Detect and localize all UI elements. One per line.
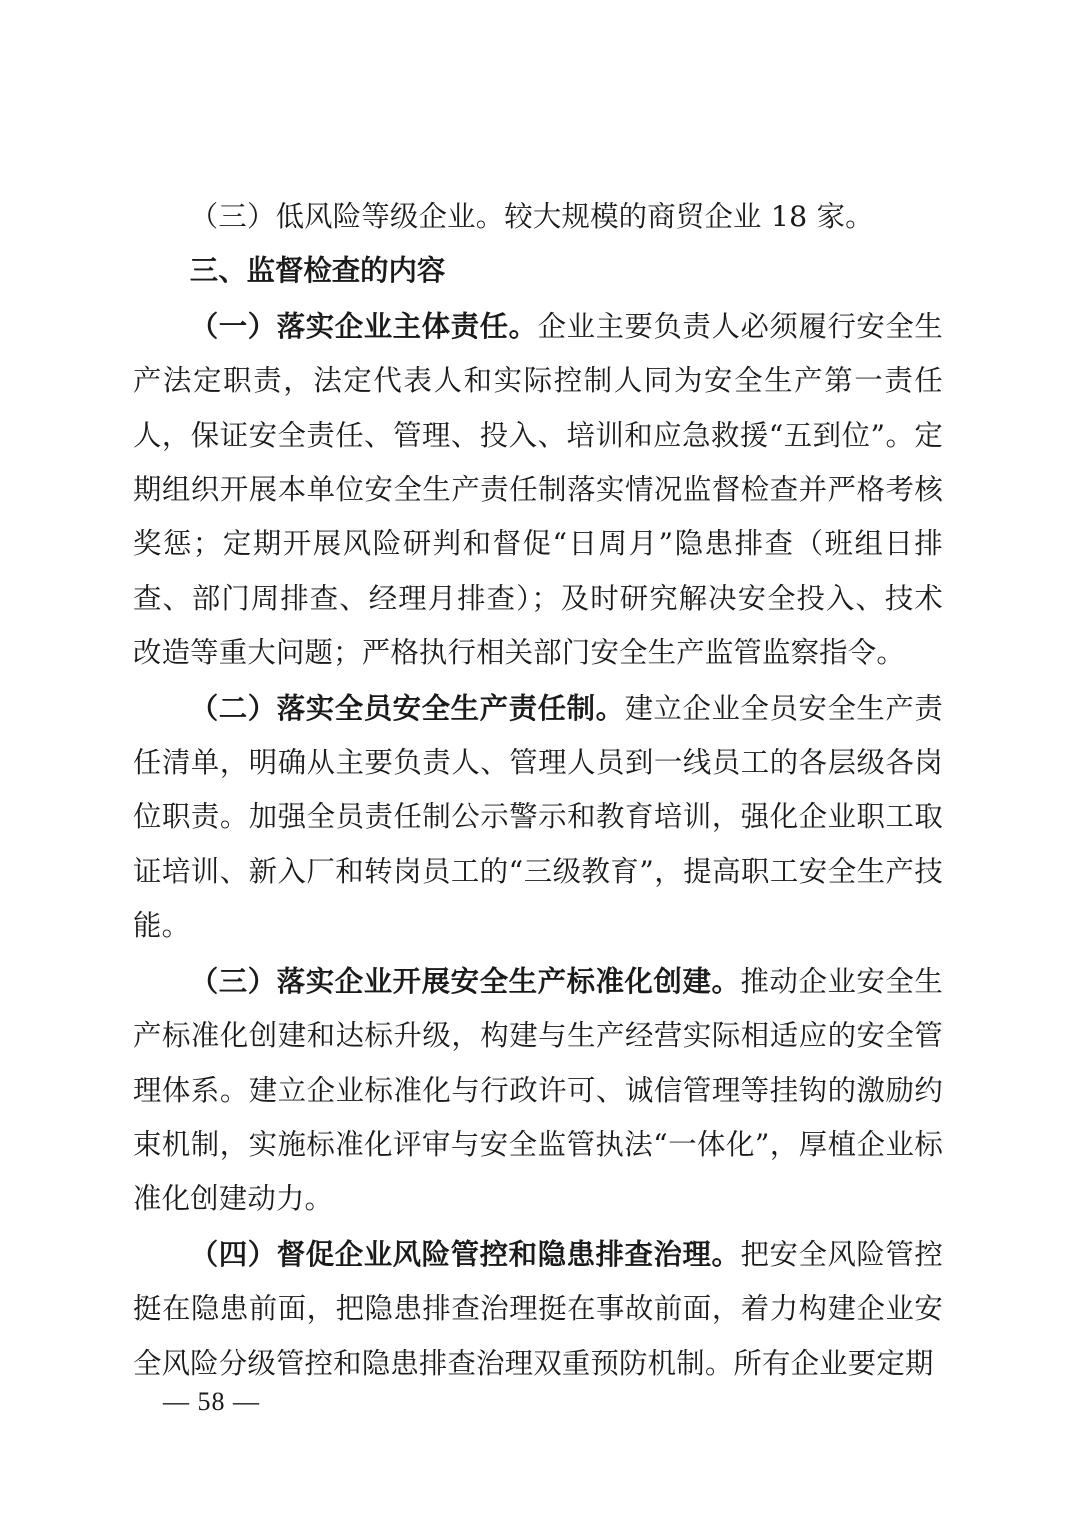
document-body: [133, 190, 943, 1391]
item-2-lead: （二）落实全员安全生产责任制。: [189, 690, 625, 725]
paragraph-item-2: [133, 681, 943, 954]
item-2-body: 建立企业全员安全生产责任清单，明确从主要负责人、管理人员到一线员工的各层级各岗位职责。加强全员责任制公示警示和教育培训，强化企业职工取证培训、新入厂和转岗员工的“三级教育”，提高职工安全生产技能。: [133, 691, 943, 943]
item-1-body: 企业主要负责人必须履行安全生产法定职责，法定代表人和实际控制人同为安全生产第一责任人，保证安全责任、管理、投入、培训和应急救援“五到位”。定期组织开展本单位安全生产责任制落实情况监督检查并严格考核奖惩；定期开展风险研判和督促“日周月”隐患排查（班组日排查、部门周排查、经理月排查）；及时研究解决安全投入、技术改造等重大问题；严格执行相关部门安全生产监管监察指令。: [133, 309, 943, 670]
section-heading-inspection-content: 三、监督检查的内容: [189, 254, 446, 288]
page-number: — 58 —: [163, 1387, 260, 1416]
item-4-lead: （四）督促企业风险管控和隐患排查治理。: [189, 1236, 741, 1271]
item-3-lead: （三）落实企业开展安全生产标准化创建。: [189, 963, 741, 998]
item-4-body: 把安全风险管控挺在隐患前面，把隐患排查治理挺在事故前面，着力构建企业安全风险分级管控和隐患排查治理双重预防机制。所有企业要定期: [133, 1237, 943, 1380]
paragraph-item-1: [133, 299, 943, 681]
paragraph-low-risk: （三）低风险等级企业。较大规模的商贸企业 18 家。: [189, 200, 874, 233]
paragraph-item-3: [133, 954, 943, 1227]
item-1-lead: （一）落实企业主体责任。: [189, 308, 538, 343]
paragraph-item-4: [133, 1227, 943, 1391]
item-3-body: 推动企业安全生产标准化创建和达标升级，构建与生产经营实际相适应的安全管理体系。建立企业标准化与行政许可、诚信管理等挂钩的激励约束机制，实施标准化评审与安全监管执法“一体化”，厚植企业标准化创建动力。: [133, 964, 943, 1216]
